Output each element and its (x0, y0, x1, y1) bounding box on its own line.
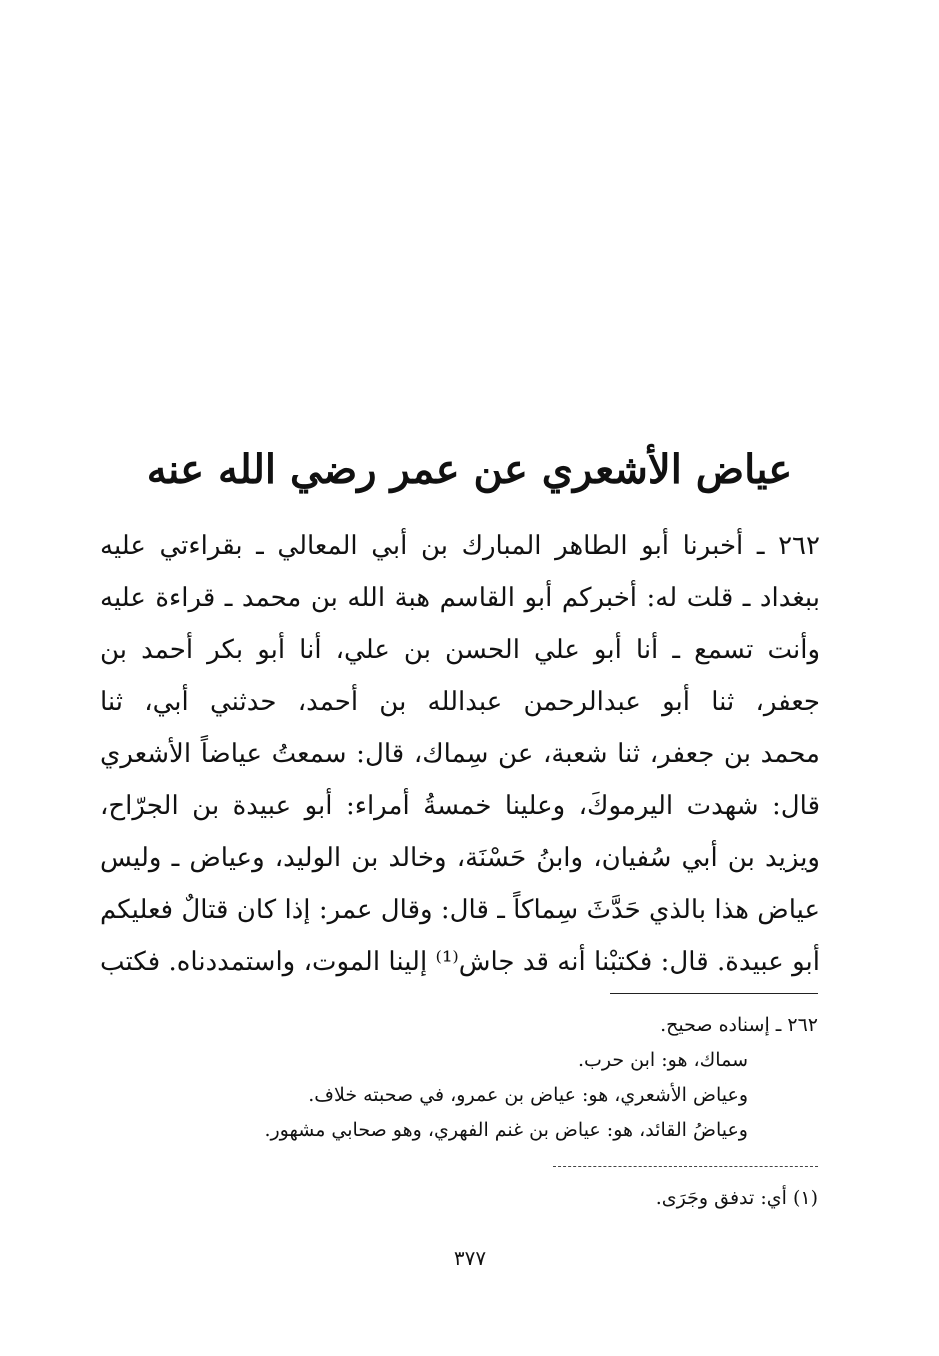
note-line: وعياض الأشعري، هو: عياض بن عمرو، في صحبته خلاف. (308, 1084, 748, 1106)
notes-divider (610, 993, 818, 994)
note-line: وعياضُ القائد، هو: عياض بن غنم الفهري، وهو صحابي مشهور. (264, 1119, 748, 1141)
text-line: عياض هذا بالذي حَدَّثَ سِماكاً ـ قال: وقال عمر: إذا كان قتالٌ فعليكم (100, 895, 820, 925)
footnote-divider (553, 1166, 818, 1167)
text-line: ٢٦٢ ـ أخبرنا أبو الطاهر المبارك بن أبي المعالي ـ بقراءتي عليه (100, 531, 820, 561)
text-line: وأنت تسمع ـ أنا أبو علي الحسن بن علي، أنا أبو بكر أحمد بن (100, 635, 820, 665)
text-line: ويزيد بن أبي سُفيان، وابنُ حَسْنَة، وخالد بن الوليد، وعياض ـ وليس (100, 843, 820, 873)
text-line: جعفر، ثنا أبو عبدالرحمن عبدالله بن أحمد، حدثني أبي، ثنا (100, 687, 820, 717)
text-line: أبو عبيدة. قال: فكتبْنا أنه قد جاش⁽¹⁾ إلينا الموت، واستمددناه. فكتب (100, 947, 820, 977)
note-line: سماك، هو: ابن حرب. (577, 1049, 748, 1071)
text-line: ببغداد ـ قلت له: أخبركم أبو القاسم هبة الله بن محمد ـ قراءة عليه (100, 583, 820, 613)
section-title: عياض الأشعري عن عمر رضي الله عنه (146, 446, 793, 493)
note-line: ٢٦٢ ـ إسناده صحيح. (660, 1014, 818, 1036)
footnote: (١) أي: تدفق وجَرَى. (655, 1187, 818, 1209)
text-line: قال: شهدت اليرموكَ، وعلينا خمسةُ أمراء: أبو عبيدة بن الجرّاح، (100, 791, 820, 821)
page-number: ٣٧٧ (453, 1246, 487, 1270)
text-line: محمد بن جعفر، ثنا شعبة، عن سِماك، قال: سمعتُ عياضاً الأشعري (100, 739, 820, 769)
main-text (100, 520, 820, 988)
hadith-notes (120, 1008, 818, 1148)
